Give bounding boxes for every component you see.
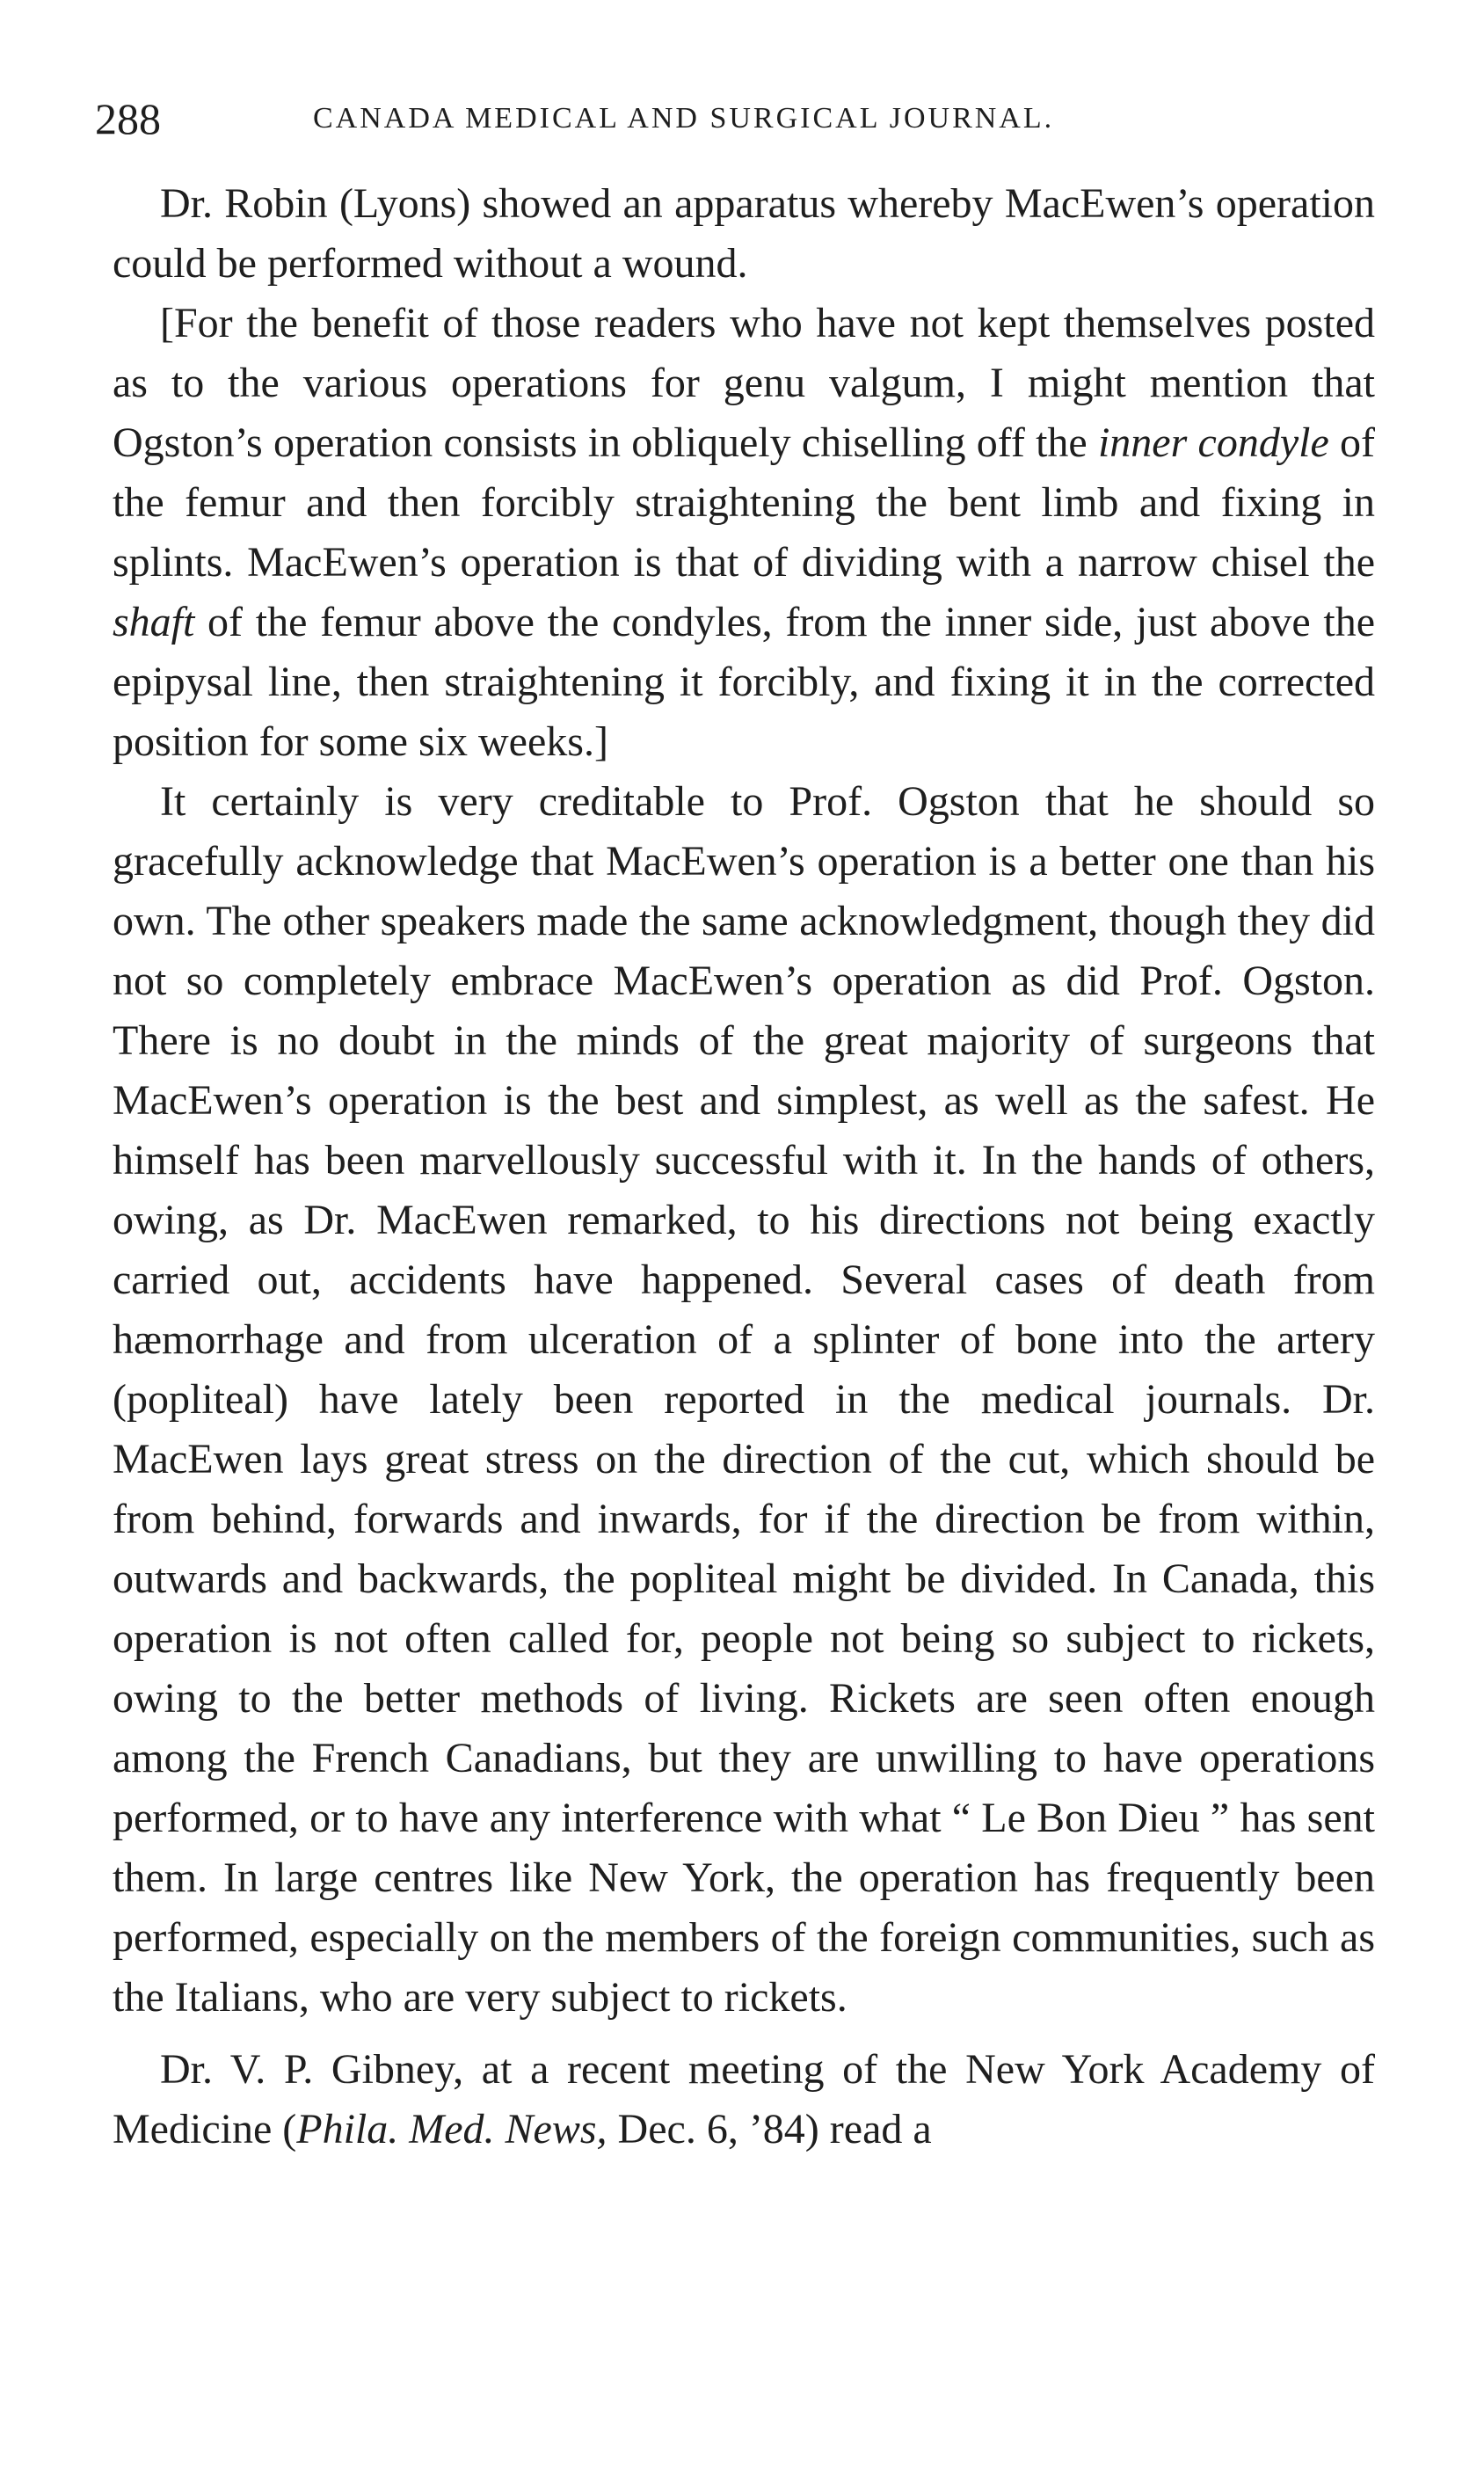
- text-run: of the femur and then forcibly straightening the bent limb and fixing in splints. MacEwen’s operation is that of dividing with a narrow chisel the: [113, 419, 1376, 586]
- body-text: [113, 174, 1375, 2160]
- running-head: [95, 88, 1396, 149]
- text-run: of the femur above the condyles, from the inner side, just above the epipysal line, then straightening it forcibly, and fixing it in the corrected position for some six weeks.]: [113, 599, 1375, 765]
- italic-journal-citation: Phila. Med. News,: [296, 2106, 607, 2153]
- text-run: [For the benefit of those readers who have not kept themselves posted as to the various operations for genu valgum, I might mention that Ogston’s operation consists in obliquely chiselling off the: [113, 300, 1375, 466]
- page-number: 288: [95, 94, 161, 143]
- paragraph-ogston-acknowledgment: It certainly is very creditable to Prof. Ogston that he should so gracefully acknowledge that MacEwen’s operation is a better one than his own. The other speakers made the same acknowledgment, though they did not so completely embrace MacEwen’s operation as did Prof. Ogston. There is no doubt in the minds of the great majority of surgeons that MacEwen’s operation is the best and simplest, as well as the safest. He himself has been marvellously successful with it. In the hands of others, owing, as Dr. MacEwen remarked, to his directions not being exactly carried out, accidents have happened. Several cases of death from hæmorrhage and from ulceration of a splinter of bone into the artery (popliteal) have lately been reported in the medical journals. Dr. MacEwen lays great stress on the direction of the cut, which should be from behind, forwards and inwards, for if the direction be from within, outwards and backwards, the popliteal might be divided. In Canada, this operation is not often called for, people not being so subject to rickets, owing to the better methods of living. Rickets are seen often enough among the French Canadians, but they are unwilling to have operations performed, or to have any interference with what “ Le Bon Dieu ” has sent them. In large centres like New York, the operation has frequently been performed, especially on the members of the foreign communities, such as the Italians, who are very subject to rickets.: [113, 778, 1375, 2021]
- italic-shaft: shaft: [113, 599, 195, 645]
- text-run: Dec. 6, ’84) read a: [607, 2106, 932, 2153]
- text-run: Dr. V. P. Gibney, at a recent meeting of the New York Academy of Medicine (: [113, 2046, 1375, 2153]
- paragraph-robin-apparatus: Dr. Robin (Lyons) showed an apparatus whereby MacEwen’s operation could be performed without a wound.: [113, 180, 1375, 287]
- paragraph-gibney-meeting: [113, 2040, 1375, 2160]
- paragraph-genu-valgum-note: [113, 294, 1375, 772]
- italic-inner-condyle: inner condyle: [1097, 419, 1329, 466]
- journal-title: CANADA MEDICAL AND SURGICAL JOURNAL.: [313, 102, 1055, 135]
